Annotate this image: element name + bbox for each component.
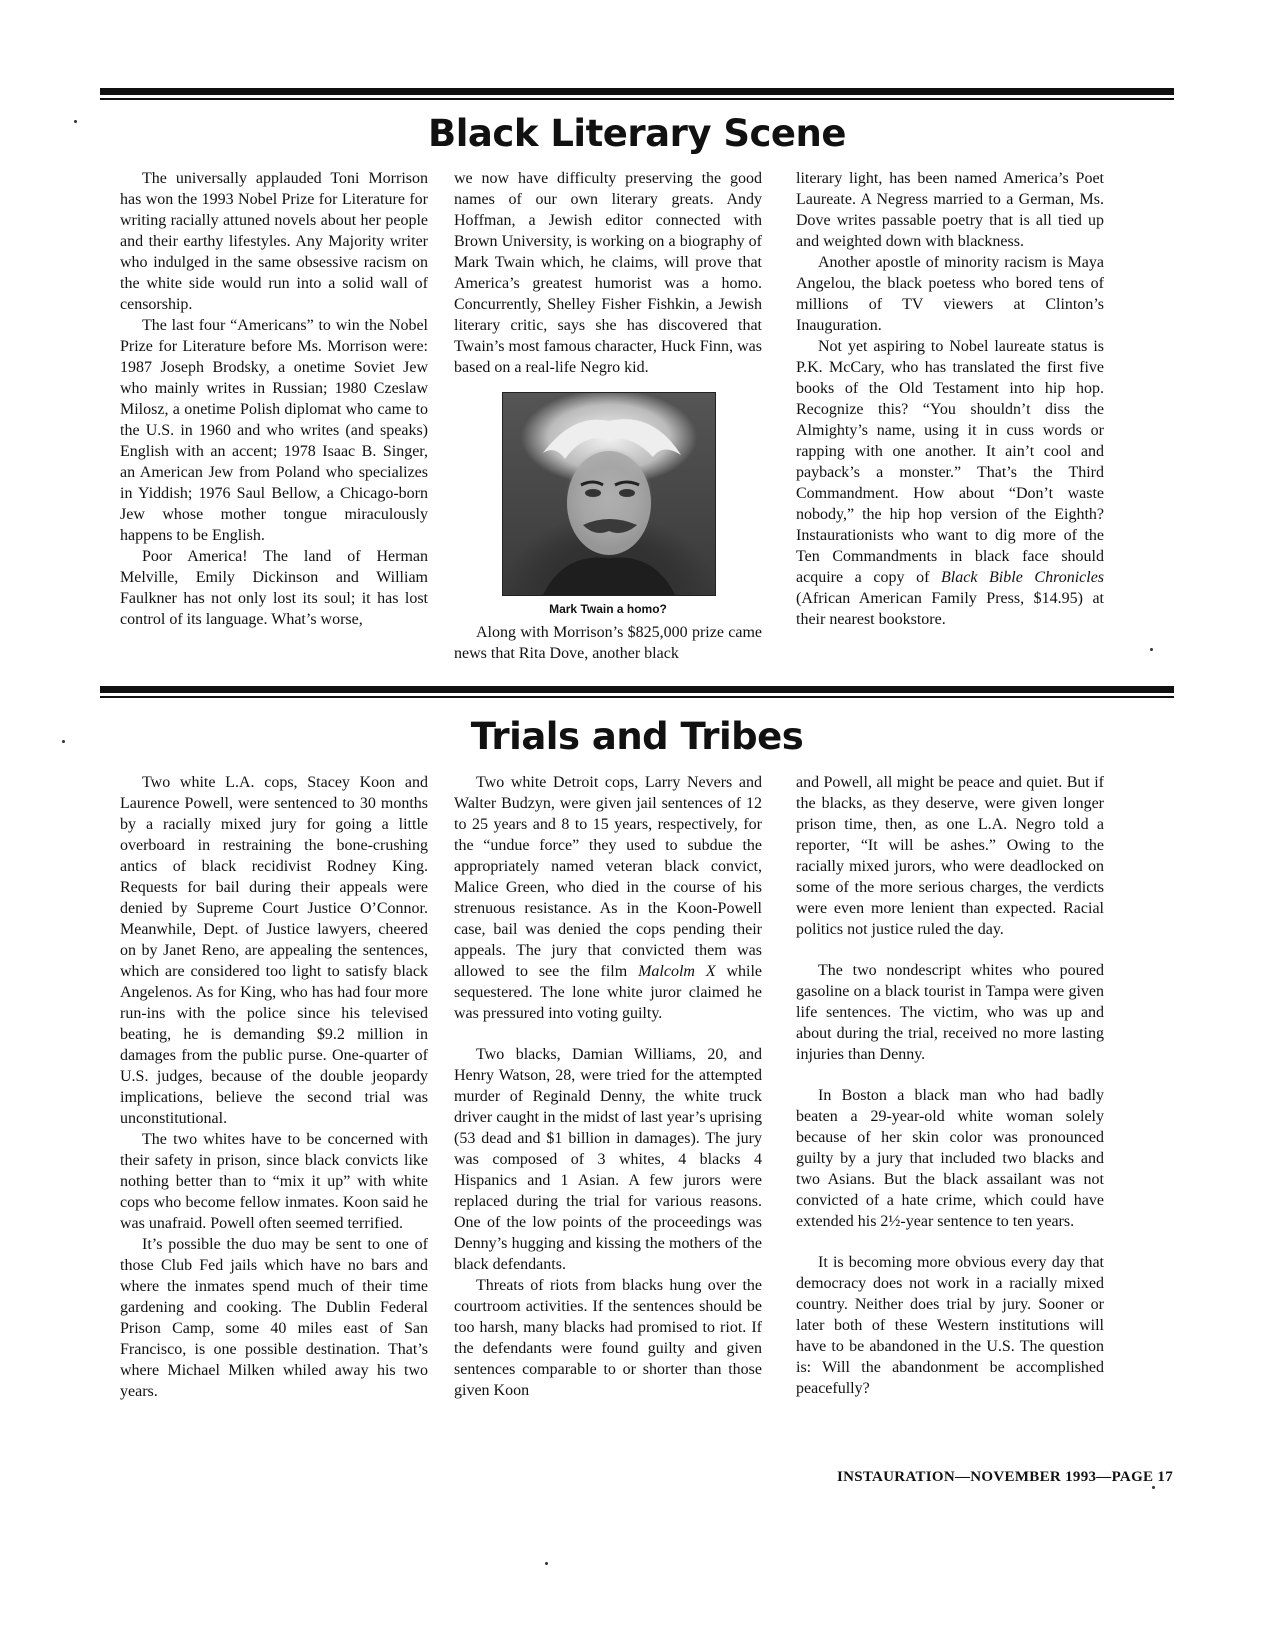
headline-trials-and-tribes: Trials and Tribes: [470, 715, 804, 758]
column-1: [120, 772, 428, 1402]
paragraph: The last four “Americans” to win the Nobel Prize for Literature before Ms. Morrison were: 1987 Joseph Brodsky, a onetime Soviet Jew who mainly writes in Russian; 1980 Czeslaw Milosz, a onetime Polish diplomat who came to the U.S. in 1960 and who writes (and speaks) English with an accent; 1978 Isaac B. Singer, an American Jew from Poland who specializes in Yiddish; 1976 Saul Bellow, a Chicago-born Jew whose mother tongue miraculously happens to be English.: [120, 317, 428, 544]
book-title: Black Bible Chronicles: [941, 569, 1105, 586]
column-1: [120, 168, 428, 630]
top-rule: [100, 88, 1174, 95]
paragraph: and Powell, all might be peace and quiet. But if the blacks, as they deserve, were given longer prison time, then, as one L.A. Negro told a reporter, “It will be ashes.” Owing to the racially mixed jurors, who were deadlocked on some of the more serious charges, the verdicts were even more lenient than expected. Racial politics not justice ruled the day.: [796, 774, 1104, 938]
paragraph: Another apostle of minority racism is Maya Angelou, the black poetess who bored tens of millions of TV viewers at Clinton’s Inauguration.: [796, 254, 1104, 334]
paragraph: Two white L.A. cops, Stacey Koon and Laurence Powell, were sentenced to 30 months by a racially mixed jury for going a little overboard in restraining the bone-crushing antics of black recidivist Rodney King. Requests for bail during their appeals were denied by Supreme Court Justice O’Connor. Meanwhile, Dept. of Justice lawyers, cheered on by Janet Reno, are appealing the sentences, which are considered too light to satisfy black Angelenos. As for King, who has had four more run-ins with the police since his televised beating, he is demanding $9.2 million in damages from the public purse. One-quarter of U.S. judges, because of the double jeopardy implications, believe the second trial was unconstitutional.: [120, 774, 428, 1127]
paragraph: The universally applauded Toni Morrison has won the 1993 Nobel Prize for Literature for writing racially attuned novels about her people and their earthy lifestyles. Any Majority writer who indulged in the same obsessive racism on the white side would run into a solid wall of censorship.: [120, 170, 428, 313]
paragraph: Two white Detroit cops, Larry Nevers and Walter Budzyn, were given jail sentences of 12 to 25 years and 8 to 15 years, respectively, for the “undue force” they used to subdue the appropriately named veteran black convict, Malice Green, who died in the course of his strenuous resistance. As in the Koon-Powell case, bail was denied the cops pending their appeals. The jury that convicted them was allowed to see the film Malcolm X while sequestered. The lone white juror claimed he was pressured into voting guilty.: [454, 774, 763, 1022]
paragraph: Poor America! The land of Herman Melville, Emily Dickinson and William Faulkner has not only lost its soul; it has lost control of its language. What’s worse,: [120, 548, 428, 628]
paragraph: The two whites have to be concerned with their safety in prison, since black convicts like nothing better than to “mix it up” with white cops who become fellow inmates. Koon said he was unafraid. Powell often seemed terrified.: [120, 1131, 428, 1232]
speck: [1150, 648, 1153, 651]
column-2: [454, 168, 762, 664]
speck: [74, 120, 77, 123]
page-footer: INSTAURATION—NOVEMBER 1993—PAGE 17: [836, 1469, 1173, 1485]
paragraph: Not yet aspiring to Nobel laureate status is P.K. McCary, who has translated the first five books of the Old Testament into hip hop. Recognize this? “You shouldn’t diss the Almighty’s name, using it in cuss words or rapping with one another. It ain’t cool and payback’s a monster.” That’s the Third Commandment. How about “Don’t waste nobody,” the hip hop version of the Eighth? Instaurationists who want to dig more of the Ten Commandments in black face should acquire a copy of Black Bible Chronicles (African American Family Press, $14.95) at their nearest bookstore.: [796, 338, 1105, 628]
paragraph: we now have difficulty preserving the good names of our own literary greats. Andy Hoffman, a Jewish editor connected with Brown University, is working on a biography of Mark Twain which, he claims, will prove that America’s greatest humorist was a homo. Concurrently, Shelley Fisher Fishkin, a Jewish literary critic, says she has discovered that Twain’s most famous character, Huck Finn, was based on a real-life Negro kid.: [454, 170, 762, 376]
paragraph: The two nondescript whites who poured gasoline on a black tourist in Tampa were given life sentences. The victim, who was up and about during the trial, received no more lasting injuries than Denny.: [796, 962, 1104, 1063]
film-title: Malcolm X: [638, 963, 716, 980]
portrait-illustration: [503, 393, 715, 595]
speck: [62, 740, 65, 743]
paragraph: Along with Morrison’s $825,000 prize came news that Rita Dove, another black: [454, 624, 762, 662]
paragraph: It’s possible the duo may be sent to one of those Club Fed jails which have no bars and where the inmates spend much of their time gardening and cooking. The Dublin Federal Prison Camp, some 40 miles east of San Francisco, is one possible destination. That’s where Michael Milken whiled away his two years.: [120, 1236, 428, 1400]
speck: [1152, 1486, 1155, 1489]
paragraph: It is becoming more obvious every day that democracy does not work in a racially mixed country. Neither does trial by jury. Sooner or later both of these Western institutions will have to be abandoned in the U.S. The question is: Will the abandonment be accomplished peacefully?: [796, 1254, 1104, 1397]
column-2: [454, 772, 762, 1401]
paragraph: Two blacks, Damian Williams, 20, and Henry Watson, 28, were tried for the attempted murder of Reginald Denny, the white truck driver caught in the midst of last year’s uprising (53 dead and $1 billion in damages). The jury was composed of 3 whites, 4 blacks 4 Hispanics and 1 Asian. A few jurors were replaced during the trial for various reasons. One of the low points of the proceedings was Denny’s hugging and kissing the mothers of the black defendants.: [454, 1046, 762, 1273]
paragraph: Threats of riots from blacks hung over the courtroom activities. If the sentences should be too harsh, many blacks had promised to riot. If the defendants were found guilty and given sentences comparable to or shorter than those given Koon: [454, 1277, 762, 1399]
speck: [545, 1562, 548, 1565]
paragraph: literary light, has been named America’s Poet Laureate. A Negress married to a German, Ms. Dove writes passable poetry that is all tied up and weighted down with blackness.: [796, 170, 1104, 250]
photo-caption: Mark Twain a homo?: [549, 602, 667, 616]
paragraph: In Boston a black man who had badly beaten a 29-year-old white woman solely because of her skin color was pronounced guilty by a jury that included two blacks and two Asians. But the black assailant was not convicted of a hate crime, which could have extended his 2½-year sentence to ten years.: [796, 1087, 1104, 1230]
headline-black-literary-scene: Black Literary Scene: [428, 112, 846, 155]
column-3: [796, 168, 1104, 630]
mark-twain-photo: [502, 392, 716, 596]
middle-rule: [100, 686, 1174, 693]
column-3: [796, 772, 1104, 1399]
